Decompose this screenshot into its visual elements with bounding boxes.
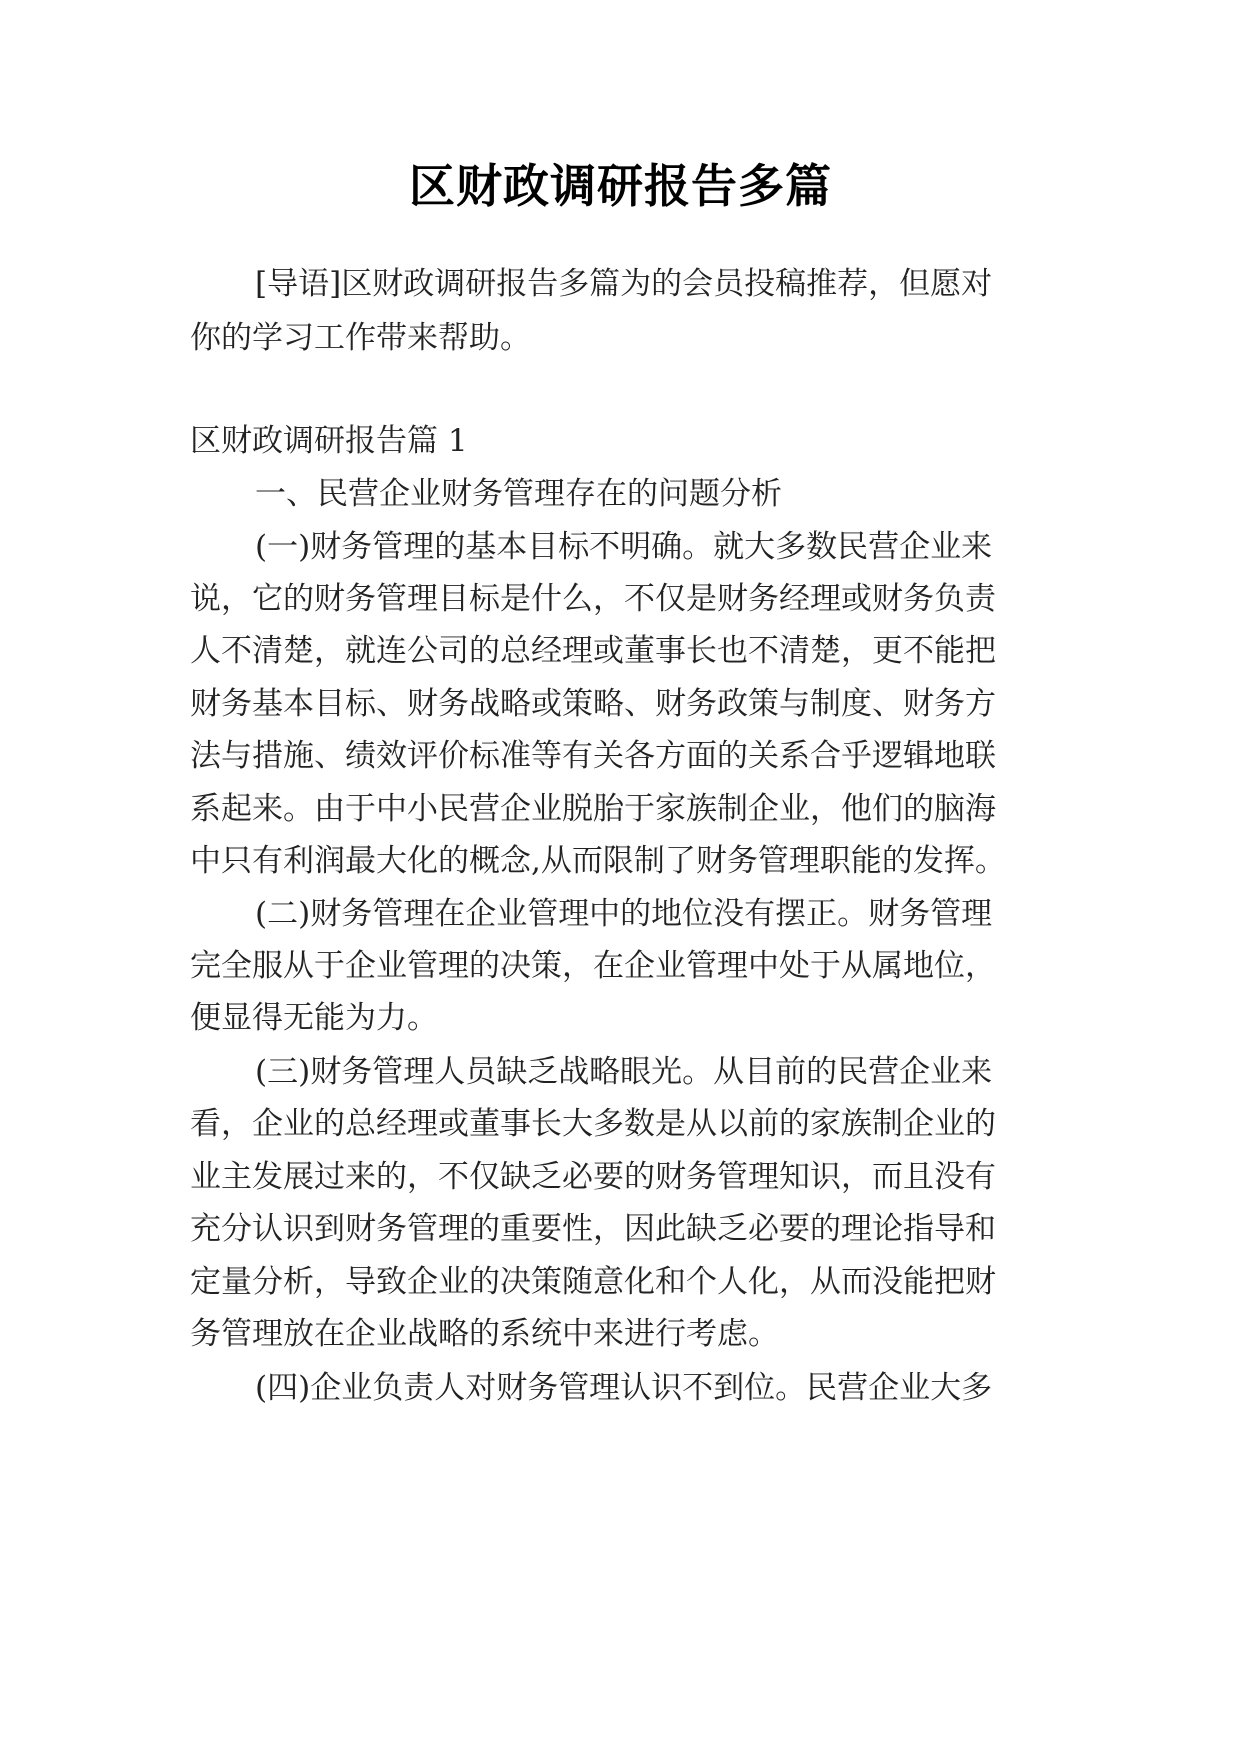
paragraph-line: 务管理放在企业战略的系统中来进行考虑。: [190, 1316, 779, 1352]
paragraph-line: 法与措施、绩效评价标准等有关各方面的关系合乎逻辑地联: [190, 738, 996, 774]
intro-line: [导语]区财政调研报告多篇为的会员投稿推荐，但愿对: [255, 266, 993, 302]
paragraph-line: 人不清楚，就连公司的总经理或董事长也不清楚，更不能把: [190, 633, 996, 669]
paragraph-line: 看，企业的总经理或董事长大多数是从以前的家族制企业的: [190, 1106, 996, 1142]
paragraph-line: (二)财务管理在企业管理中的地位没有摆正。财务管理: [255, 896, 993, 932]
paragraph-line: (一)财务管理的基本目标不明确。就大多数民营企业来: [255, 529, 993, 565]
paragraph-line: 定量分析，导致企业的决策随意化和个人化，从而没能把财: [190, 1264, 996, 1300]
paragraph-line: 完全服从于企业管理的决策，在企业管理中处于从属地位，: [190, 948, 996, 984]
paragraph-line: 财务基本目标、财务战略或策略、财务政策与制度、财务方: [190, 686, 996, 722]
paragraph-line: 说，它的财务管理目标是什么，不仅是财务经理或财务负责: [190, 581, 996, 617]
paragraph-line: 充分认识到财务管理的重要性，因此缺乏必要的理论指导和: [190, 1211, 996, 1247]
paragraph-line: 便显得无能为力。: [190, 1000, 438, 1036]
paragraph-line: 中只有利润最大化的概念,从而限制了财务管理职能的发挥。: [190, 843, 1006, 879]
document-title: 区财政调研报告多篇: [409, 159, 832, 213]
paragraph-line: 系起来。由于中小民营企业脱胎于家族制企业，他们的脑海: [190, 791, 996, 827]
paragraph-line: (四)企业负责人对财务管理认识不到位。民营企业大多: [255, 1370, 993, 1406]
paragraph-line: (三)财务管理人员缺乏战略眼光。从目前的民营企业来: [255, 1054, 993, 1090]
section-heading: 区财政调研报告篇 1: [190, 423, 468, 459]
subsection-heading: 一、民营企业财务管理存在的问题分析: [255, 476, 782, 512]
paragraph-line: 业主发展过来的，不仅缺乏必要的财务管理知识，而且没有: [190, 1159, 996, 1195]
intro-line: 你的学习工作带来帮助。: [190, 320, 531, 356]
